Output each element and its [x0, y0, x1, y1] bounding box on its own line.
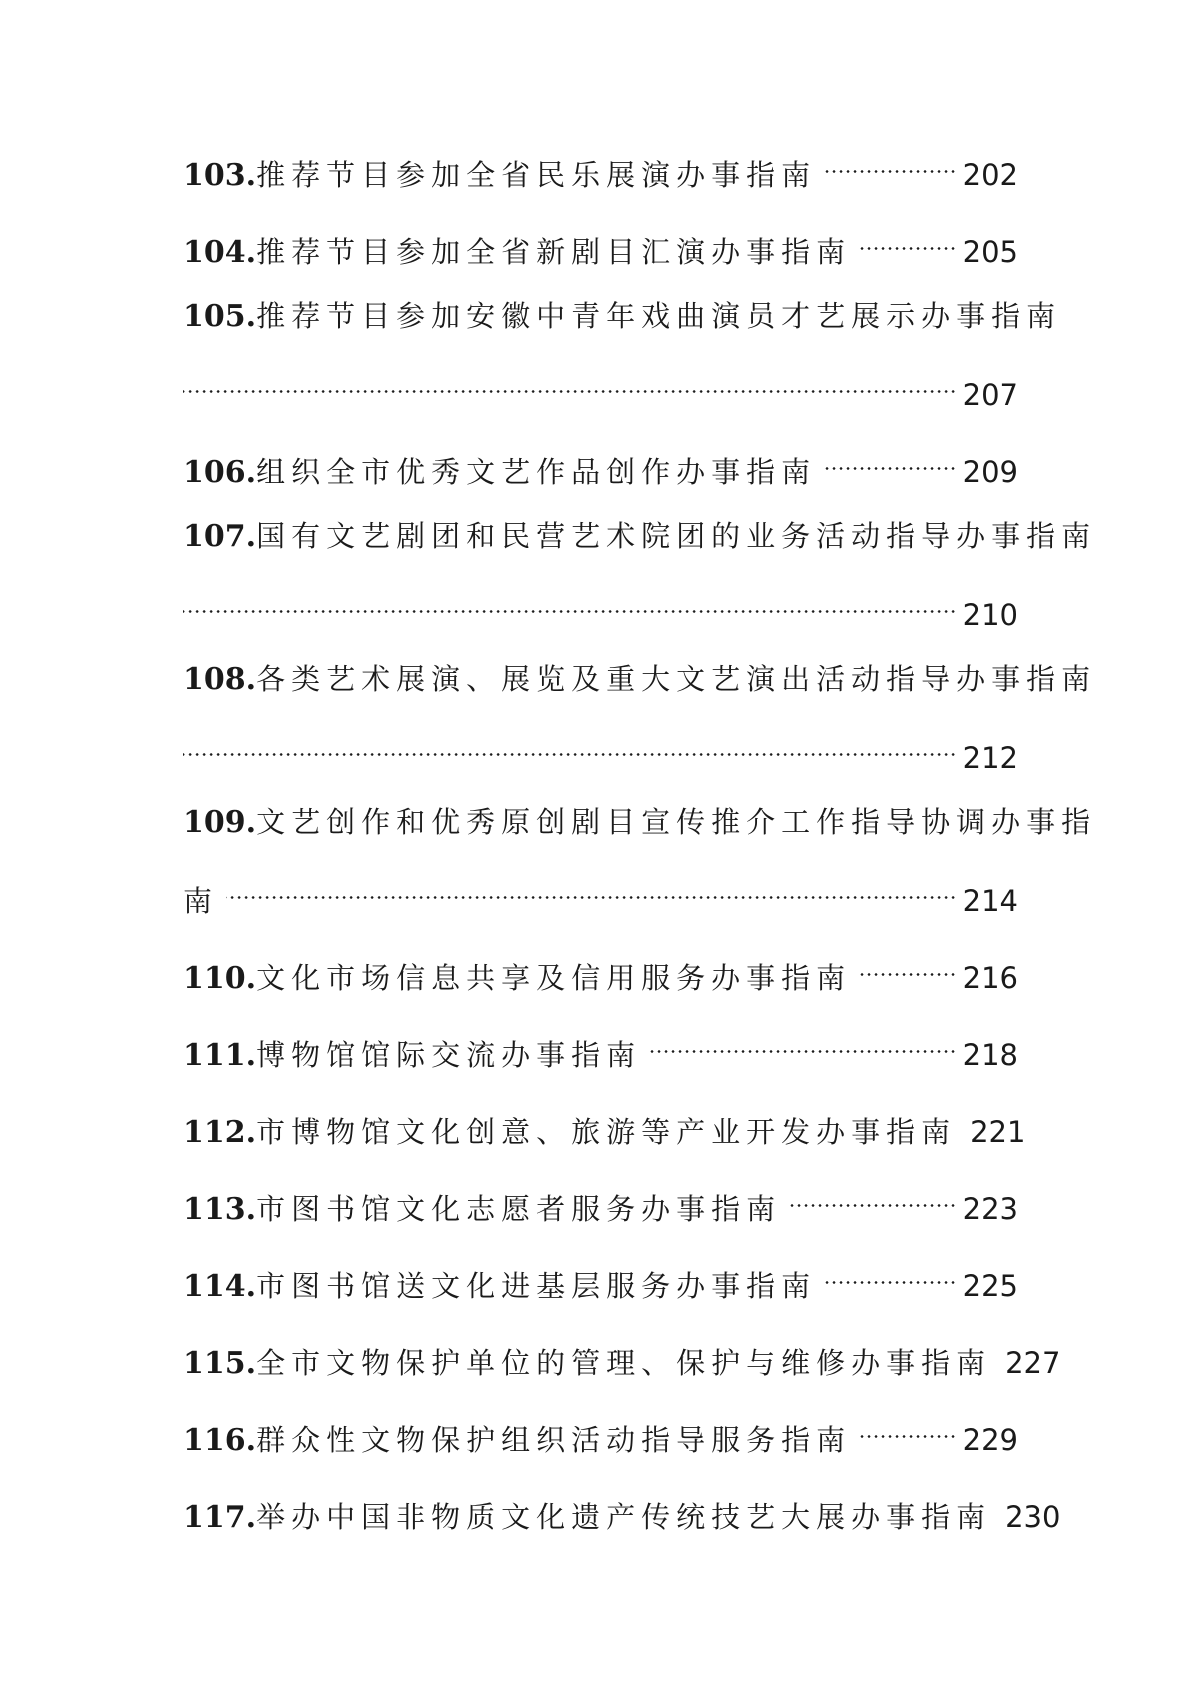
entry-number: 113. — [183, 1192, 257, 1227]
entry-title: 组织全市优秀文艺作品创作办事指南 — [256, 455, 817, 489]
entry-number: 108. — [183, 662, 257, 697]
entry-title: 市图书馆文化志愿者服务办事指南 — [256, 1192, 782, 1226]
entry-page-number: 214 — [962, 884, 1018, 918]
toc-entry[interactable] — [183, 943, 1018, 996]
entry-page-number: 202 — [962, 158, 1018, 192]
entry-page-number: 207 — [962, 378, 1018, 412]
entry-title: 文化市场信息共享及信用服务办事指南 — [256, 961, 852, 995]
toc-entry[interactable] — [183, 800, 1097, 918]
dot-leader — [824, 140, 957, 185]
dot-leader — [859, 1405, 957, 1450]
entry-title: 各类艺术展演、展览及重大文艺演出活动指导办事指南 — [256, 662, 1097, 696]
toc-entry[interactable] — [183, 514, 1097, 632]
entry-number: 117. — [183, 1500, 257, 1535]
entry-title: 博物馆馆际交流办事指南 — [256, 1038, 642, 1072]
entry-title: 推荐节目参加安徽中青年戏曲演员才艺展示办事指南 — [256, 299, 1062, 333]
entry-number: 112. — [183, 1115, 257, 1150]
entry-title: 国有文艺剧团和民营艺术院团的业务活动指导办事指南 — [256, 519, 1097, 553]
dot-leader — [183, 360, 957, 405]
entry-number: 107. — [183, 519, 257, 554]
entry-page-number: 218 — [962, 1038, 1018, 1072]
entry-title: 推荐节目参加全省民乐展演办事指南 — [256, 158, 817, 192]
entry-number: 111. — [183, 1038, 257, 1073]
toc-entry[interactable] — [183, 1251, 1018, 1304]
toc-entry[interactable] — [183, 217, 1018, 270]
toc-entry[interactable] — [183, 657, 1097, 775]
entry-title: 文艺创作和优秀原创剧目宣传推介工作指导协调办事指 — [256, 805, 1097, 839]
dot-leader — [859, 217, 957, 262]
entry-number: 105. — [183, 299, 257, 334]
entry-page-number: 212 — [962, 741, 1018, 775]
entry-page-number: 225 — [962, 1269, 1018, 1303]
entry-page-number: 229 — [962, 1423, 1018, 1457]
entry-title: 全市文物保护单位的管理、保护与维修办事指南 — [256, 1346, 992, 1380]
entry-title: 举办中国非物质文化遗产传统技艺大展办事指南 — [256, 1500, 992, 1534]
table-of-contents — [183, 140, 1097, 1559]
toc-entry[interactable] — [183, 1328, 1061, 1381]
dot-leader — [183, 580, 957, 625]
toc-entry[interactable] — [183, 140, 1018, 193]
entry-number: 106. — [183, 455, 257, 490]
toc-entry[interactable] — [183, 437, 1018, 490]
dot-leader — [824, 437, 957, 482]
dot-leader — [183, 723, 957, 768]
toc-entry[interactable] — [183, 294, 1062, 412]
entry-number: 104. — [183, 235, 257, 270]
entry-page-number: 209 — [962, 455, 1018, 489]
entry-number: 110. — [183, 961, 257, 996]
entry-page-number: 227 — [1005, 1346, 1061, 1380]
entry-page-number: 216 — [962, 961, 1018, 995]
entry-number: 114. — [183, 1269, 257, 1304]
dot-leader — [226, 866, 957, 911]
dot-leader — [649, 1020, 957, 1065]
toc-entry[interactable] — [183, 1097, 1026, 1150]
entry-number: 109. — [183, 805, 257, 840]
entry-page-number: 210 — [962, 598, 1018, 632]
entry-number: 115. — [183, 1346, 257, 1381]
entry-title: 市图书馆送文化进基层服务办事指南 — [256, 1269, 817, 1303]
entry-page-number: 230 — [1005, 1500, 1061, 1534]
toc-entry[interactable] — [183, 1174, 1018, 1227]
entry-number: 103. — [183, 158, 257, 193]
entry-title: 群众性文物保护组织活动指导服务指南 — [256, 1423, 852, 1457]
entry-number: 116. — [183, 1423, 257, 1458]
entry-page-number: 223 — [962, 1192, 1018, 1226]
dot-leader — [789, 1174, 957, 1219]
entry-page-number: 205 — [962, 235, 1018, 269]
dot-leader — [824, 1251, 957, 1296]
entry-title: 市博物馆文化创意、旅游等产业开发办事指南 — [256, 1115, 957, 1149]
dot-leader — [859, 943, 957, 988]
toc-entry[interactable] — [183, 1482, 1061, 1535]
entry-title-continuation: 南 — [183, 884, 219, 918]
toc-entry[interactable] — [183, 1405, 1018, 1458]
entry-page-number: 221 — [970, 1115, 1026, 1149]
entry-title: 推荐节目参加全省新剧目汇演办事指南 — [256, 235, 852, 269]
toc-entry[interactable] — [183, 1020, 1018, 1073]
